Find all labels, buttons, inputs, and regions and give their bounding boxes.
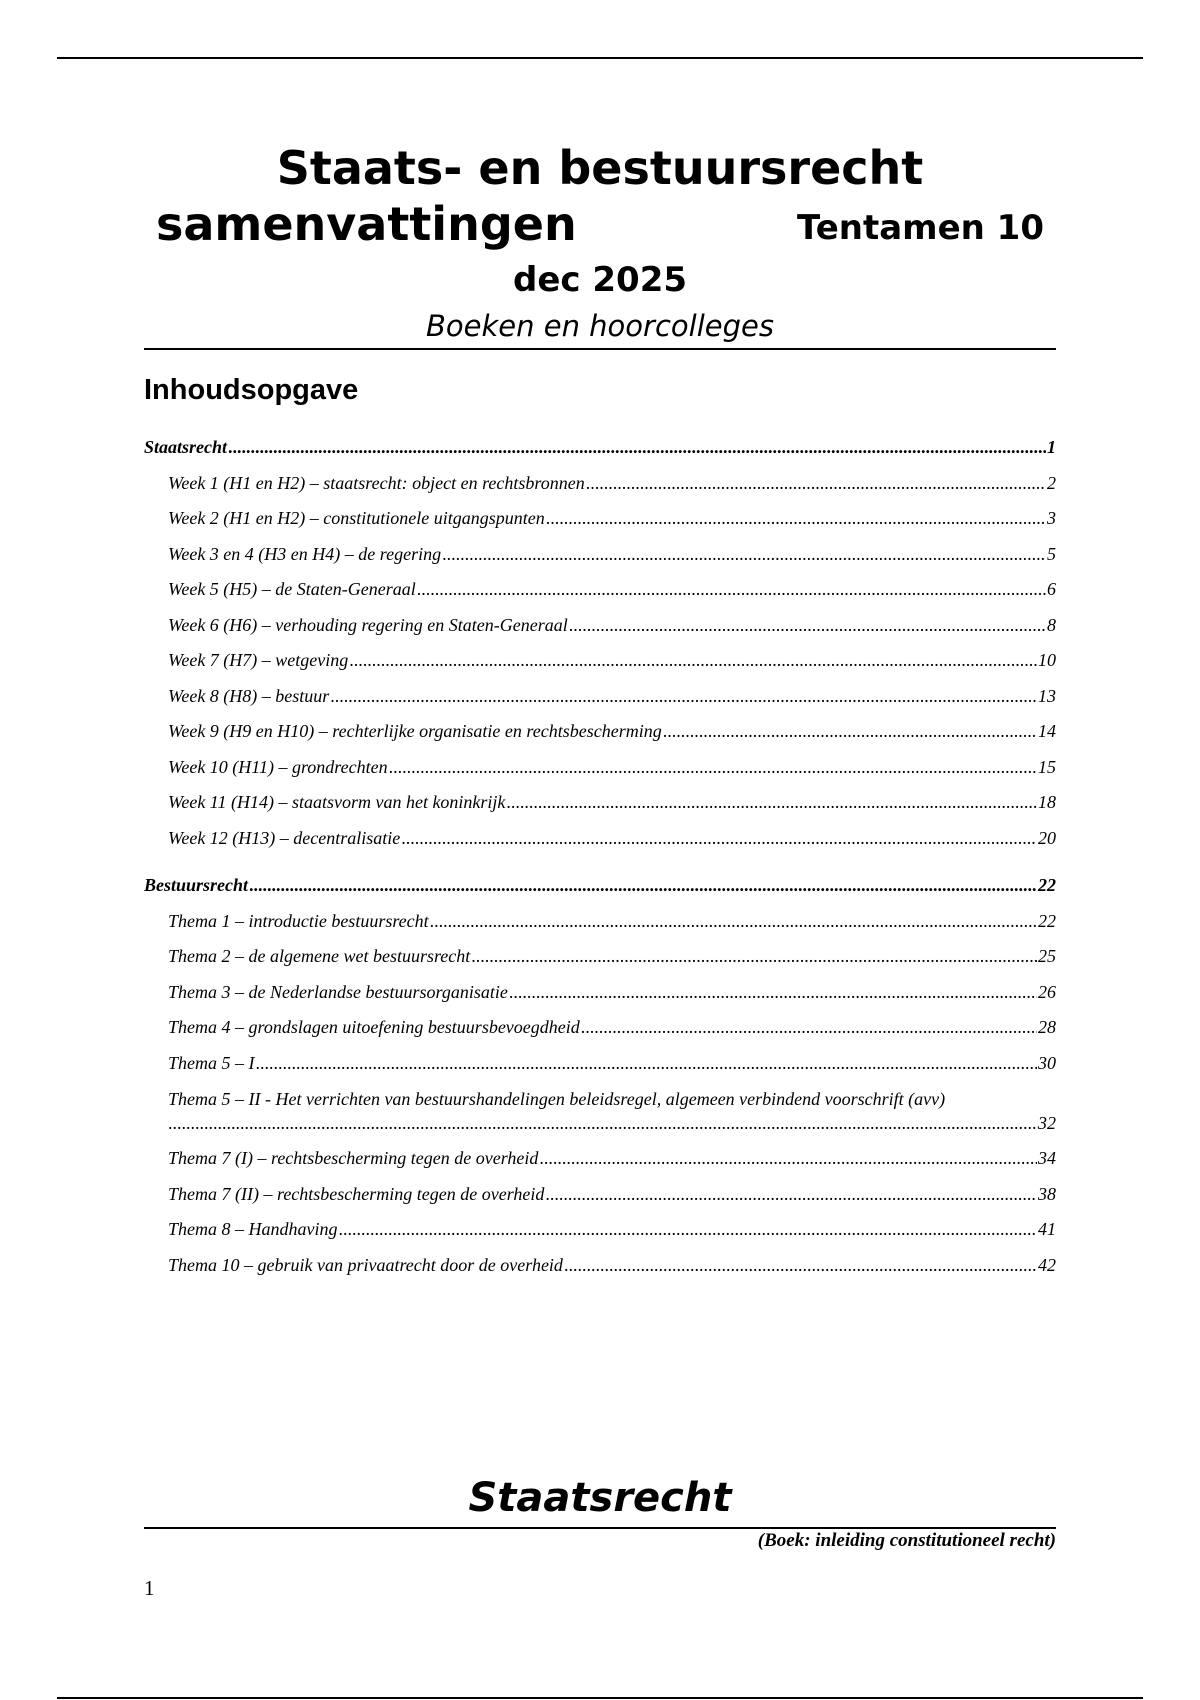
toc-page: 34	[1038, 1148, 1056, 1168]
toc-label: Week 6 (H6) – verhouding regering en Staten-Generaal	[168, 614, 568, 635]
toc-leader	[569, 608, 1046, 644]
page-bottom-rule	[57, 1697, 1143, 1699]
toc-label: Thema 7 (I) – rechtsbescherming tegen de overheid	[168, 1148, 539, 1168]
toc-page: 42	[1038, 1254, 1056, 1275]
toc-label: Week 8 (H8) – bestuur	[168, 685, 330, 706]
toc-page: 10	[1038, 650, 1056, 670]
toc-leader	[401, 821, 1037, 857]
toc-leader	[442, 537, 1046, 573]
toc-entry[interactable]	[144, 643, 1056, 679]
toc-label: Bestuursrecht	[144, 875, 249, 895]
toc-page: 28	[1038, 1017, 1056, 1037]
toc-entry[interactable]	[144, 608, 1056, 644]
toc-leader	[168, 1111, 1038, 1135]
toc-page: 1	[1047, 437, 1056, 457]
toc-leader	[546, 501, 1046, 537]
toc-entry[interactable]	[144, 750, 1056, 786]
toc-leader	[545, 1177, 1037, 1213]
toc-label: Week 10 (H11) – grondrechten	[168, 756, 388, 777]
toc-entry[interactable]	[144, 1010, 1056, 1046]
toc-page: 26	[1038, 981, 1056, 1002]
toc-page: 5	[1047, 543, 1056, 564]
table-of-contents	[144, 430, 1056, 1283]
toc-leader	[586, 466, 1046, 502]
toc-entry[interactable]	[144, 785, 1056, 821]
toc-label: Thema 3 – de Nederlandse bestuursorganisatie	[168, 981, 508, 1002]
toc-label: Thema 7 (II) – rechtsbescherming tegen de overheid	[168, 1183, 545, 1204]
toc-leader	[564, 1248, 1037, 1284]
toc-leader	[330, 679, 1037, 715]
toc-section-link[interactable]	[144, 868, 1056, 904]
toc-label: Week 7 (H7) – wetgeving	[168, 650, 349, 670]
toc-page: 20	[1038, 827, 1056, 848]
toc-label: Thema 5 – II - Het verrichten van bestuurshandelingen beleidsregel, algemeen verbindend voorschrift (avv)	[168, 1089, 946, 1109]
title-line-2	[144, 196, 1056, 254]
toc-label: Thema 8 – Handhaving	[168, 1219, 338, 1239]
title-block	[144, 140, 1056, 346]
toc-page: 8	[1047, 614, 1056, 635]
toc-label: Thema 4 – grondslagen uitoefening bestuursbevoegdheid	[168, 1017, 580, 1037]
toc-label: Week 11 (H14) – staatsvorm van het koninkrijk	[168, 792, 506, 812]
toc-leader	[389, 750, 1037, 786]
document-date: dec 2025	[512, 260, 688, 300]
toc-entry[interactable]	[144, 679, 1056, 715]
toc-leader	[228, 430, 1046, 466]
toc-leader	[471, 939, 1037, 975]
toc-page: 18	[1038, 792, 1056, 812]
toc-label: Thema 1 – introductie bestuursrecht	[168, 910, 429, 931]
toc-entry[interactable]	[144, 904, 1056, 940]
toc-page: 14	[1038, 721, 1056, 741]
document-title-continued: samenvattingen	[156, 197, 577, 251]
toc-page: 2	[1047, 472, 1056, 493]
toc-label: Staatsrecht	[144, 437, 228, 457]
toc-entry-continuation	[168, 1111, 1056, 1141]
document-title: Staats- en bestuursrecht	[276, 141, 924, 195]
toc-page: 25	[1038, 946, 1056, 966]
toc-page: 3	[1047, 508, 1056, 528]
toc-label: Thema 2 – de algemene wet bestuursrecht	[168, 946, 471, 966]
toc-entry[interactable]	[144, 501, 1056, 537]
toc-page: 30	[1038, 1052, 1056, 1073]
toc-leader	[339, 1212, 1038, 1248]
section-heading: Staatsrecht	[468, 1475, 732, 1521]
toc-entry[interactable]	[144, 821, 1056, 857]
toc-label: Thema 5 – I	[168, 1052, 255, 1073]
toc-section-link[interactable]	[144, 430, 1056, 466]
toc-entry[interactable]	[144, 572, 1056, 608]
toc-entry[interactable]	[144, 1177, 1056, 1213]
toc-page: 15	[1038, 756, 1056, 777]
toc-page: 38	[1038, 1183, 1056, 1204]
toc-page: 13	[1038, 685, 1056, 706]
page-top-rule	[57, 57, 1143, 59]
toc-entry[interactable]	[144, 1212, 1056, 1248]
page-number: 1	[144, 1576, 155, 1600]
toc-label: Thema 10 – gebruik van privaatrecht door de overheid	[168, 1254, 563, 1275]
toc-leader	[581, 1010, 1037, 1046]
toc-section-staatsrecht	[144, 430, 1056, 856]
toc-section-bestuursrecht	[144, 868, 1056, 1283]
toc-entry[interactable]	[144, 1046, 1056, 1082]
toc-entry[interactable]	[144, 1248, 1056, 1284]
toc-leader	[506, 785, 1037, 821]
toc-entry[interactable]	[144, 537, 1056, 573]
toc-page: 22	[1038, 875, 1056, 895]
title-rule	[144, 348, 1056, 350]
toc-leader	[430, 904, 1037, 940]
toc-label: Week 2 (H1 en H2) – constitutionele uitgangspunten	[168, 508, 545, 528]
toc-label: Week 5 (H5) – de Staten-Generaal	[168, 579, 416, 599]
toc-label: Week 3 en 4 (H3 en H4) – de regering	[168, 543, 442, 564]
book-reference: (Boek: inleiding constitutioneel recht)	[757, 1530, 1056, 1551]
toc-entry[interactable]	[144, 975, 1056, 1011]
toc-label: Week 1 (H1 en H2) – staatsrecht: object en rechtsbronnen	[168, 472, 585, 493]
toc-page: 32	[1038, 1113, 1056, 1133]
document-subtitle: Boeken en hoorcolleges	[426, 309, 774, 343]
toc-page: 41	[1038, 1219, 1056, 1239]
toc-heading: Inhoudsopgave	[144, 374, 359, 406]
toc-leader	[256, 1046, 1038, 1082]
toc-entry[interactable]	[144, 714, 1056, 750]
toc-entry[interactable]	[144, 1141, 1056, 1177]
toc-leader	[249, 868, 1037, 904]
toc-page: 22	[1038, 910, 1056, 931]
toc-leader	[663, 714, 1037, 750]
toc-page: 6	[1047, 579, 1056, 599]
toc-entry[interactable]	[144, 939, 1056, 975]
toc-label: Week 12 (H13) – decentralisatie	[168, 827, 401, 848]
toc-leader	[349, 643, 1037, 679]
toc-leader	[417, 572, 1046, 608]
toc-label: Week 9 (H9 en H10) – rechterlijke organisatie en rechtsbescherming	[168, 721, 662, 741]
toc-leader	[539, 1141, 1037, 1177]
toc-entry[interactable]	[144, 466, 1056, 502]
toc-entry[interactable]	[144, 1081, 1056, 1141]
toc-leader	[509, 975, 1037, 1011]
exam-label: Tentamen 10	[797, 208, 1044, 248]
